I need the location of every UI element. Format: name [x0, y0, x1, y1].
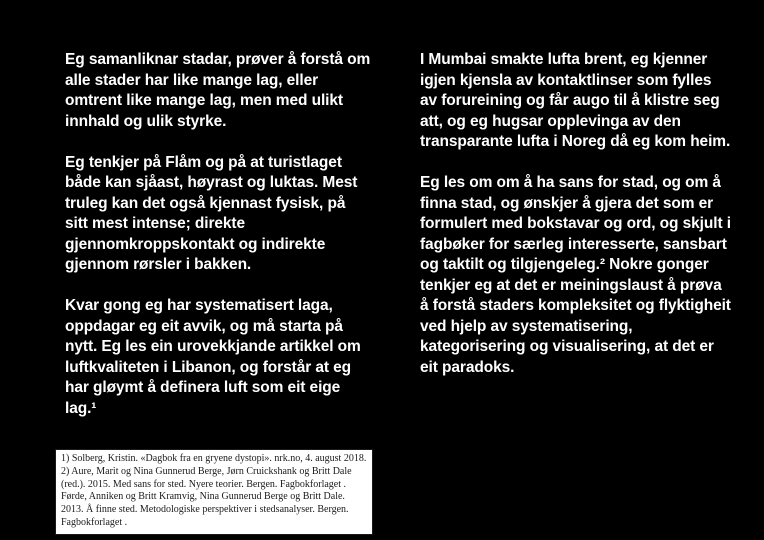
footnote-2: 2) Aure, Marit og Nina Gunnerud Berge, Jørn Cruickshank og Britt Dale (red.). 2015. Med sans for sted. Nyere teorier. Bergen. Fagbokforlaget . Førde, Anniken og Britt Kramvig, Nina Gunnerud Berge og Britt Dale. 2013. Å finne sted. Metodologiske perspektiver i stedsanalyser. Bergen. Fagbokforlaget . — [61, 465, 352, 528]
footnote-1: 1) Solberg, Kristin. «Dagbok fra en gryene dystopi». nrk.no, 4. august 2018. — [61, 453, 367, 464]
footnote-box — [55, 449, 373, 535]
paragraph-mumbai-air: I Mumbai smakte lufta brent, eg kjenner igjen kjensla av kontaktlinser som fylles av forureining og får augo til å klistre seg att, og eg hugsar opplevinga av den transparante lufta i Noreg då eg kom heim. — [420, 51, 731, 150]
paragraph-compare-places: Eg samanliknar stadar, prøver å forstå om alle stader har like mange lag, eller omtrent like mange lag, men med ulikt innhald og ulik styrke. — [65, 51, 371, 130]
right-text-column — [420, 50, 732, 399]
paragraph-sense-of-place: Eg les om om å ha sans for stad, og om å finna stad, og ønskjer å gjera det som er formulert med bokstavar og ord, og skjult i fagbøker for særleg interesserte, sansbart og taktilt og tilgjengeleg.² Nokre gonger tenkjer eg at det er meiningslaust å prøva å forstå staders kompleksitet og flyktigheit ved hjelp av systematisering, kategorisering og visualisering, at det er eit paradoks. — [420, 174, 731, 376]
paragraph-systematising-layers: Kvar gong eg har systematisert laga, oppdagar eg eit avvik, og må starta på nytt. Eg les ein urovekkjande artikkel om luftkvaliteten i Libanon, og forstår at eg har gløymt å definera luft som eit eige lag.¹ — [65, 297, 361, 417]
paragraph-flam-senses: Eg tenkjer på Flåm og på at turistlaget både kan sjåast, høyrast og luktas. Mest truleg kan det også kjennast fysisk, på sitt mest intense; direkte gjennomkroppskontakt og indirekte gjennom rørsler i bakken. — [65, 153, 358, 273]
left-text-column — [65, 50, 371, 440]
